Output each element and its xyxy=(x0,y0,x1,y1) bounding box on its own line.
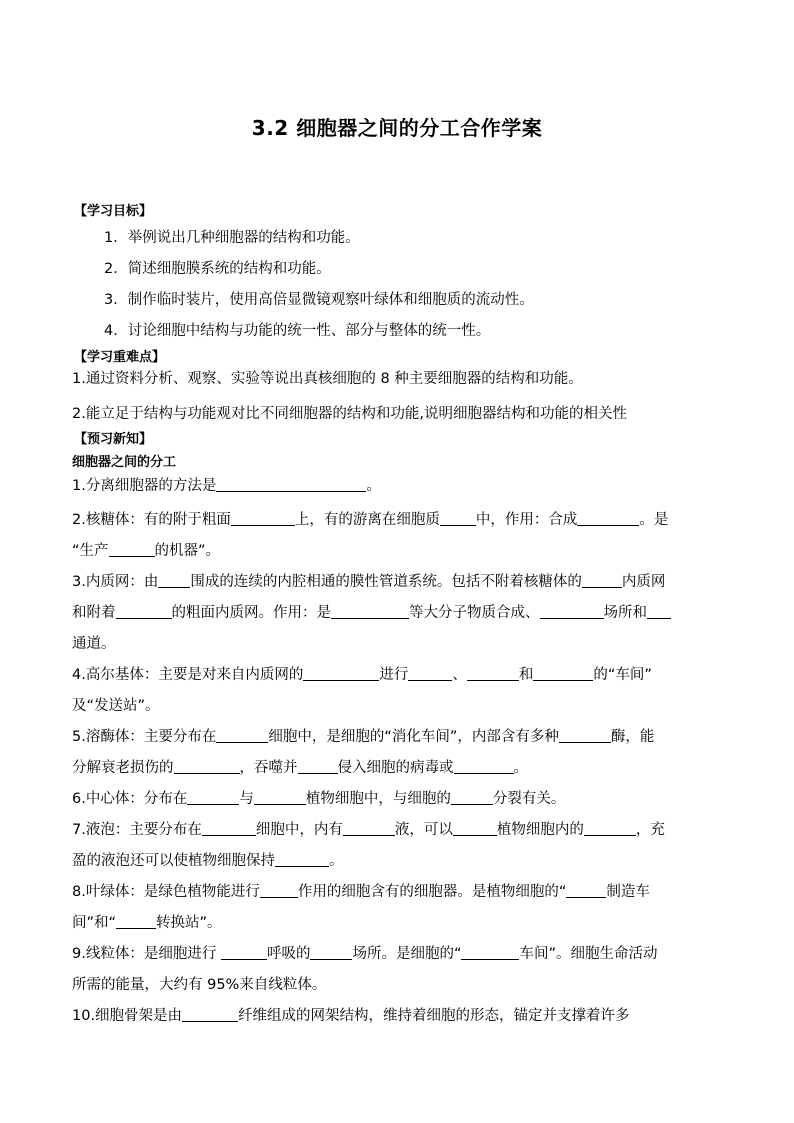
answer-blank[interactable] xyxy=(303,666,379,681)
answer-blank[interactable] xyxy=(584,821,636,836)
answer-blank[interactable] xyxy=(440,511,476,526)
answer-blank[interactable] xyxy=(453,821,497,836)
objective-item: 1．举例说出几种细胞器的结构和功能。 xyxy=(104,230,360,246)
objectives-heading: 【学习目标】 xyxy=(74,204,153,219)
answer-blank[interactable] xyxy=(331,604,409,619)
answer-blank[interactable] xyxy=(461,945,519,960)
answer-blank[interactable] xyxy=(231,511,295,526)
answer-blank[interactable] xyxy=(298,759,338,774)
answer-blank[interactable] xyxy=(109,542,155,557)
answer-blank[interactable] xyxy=(116,604,172,619)
answer-blank[interactable] xyxy=(216,728,268,743)
question-7-line-1: 7.液泡：主要分布在 细胞中，内有 液，可以 植物细胞内的 ，充 xyxy=(72,822,665,838)
answer-blank[interactable] xyxy=(582,573,622,588)
answer-blank[interactable] xyxy=(559,728,611,743)
question-10: 10.细胞骨架是由 纤维组成的网架结构，维持着细胞的形态，锚定并支撑着许多 xyxy=(72,1008,630,1024)
answer-blank[interactable] xyxy=(647,604,671,619)
answer-blank[interactable] xyxy=(577,511,639,526)
question-8-line-2: 间”和“ 转换站”。 xyxy=(72,915,222,931)
question-4-line-2: 及“发送站”。 xyxy=(72,698,160,714)
answer-blank[interactable] xyxy=(187,790,239,805)
question-3-line-2: 和附着 的粗面内质网。作用：是 等大分子物质合成、 场所和 xyxy=(72,601,671,622)
answer-blank[interactable] xyxy=(540,604,604,619)
answer-blank[interactable] xyxy=(343,821,395,836)
answer-blank[interactable] xyxy=(533,666,593,681)
question-6: 6.中心体：分布在 与 植物细胞中，与细胞的 分裂有关。 xyxy=(72,791,566,807)
answer-blank[interactable] xyxy=(408,666,452,681)
answer-blank[interactable] xyxy=(216,477,366,492)
objective-item: 2．简述细胞膜系统的结构和功能。 xyxy=(104,261,331,277)
question-8-line-1: 8.叶绿体：是绿色植物能进行 作用的细胞含有的细胞器。是植物细胞的“ 制造车 xyxy=(72,884,650,900)
question-3-line-1: 3.内质网：由 围成的连续的内腔相通的膜性管道系统。包括不附着核糖体的 内质网 xyxy=(72,574,666,590)
answer-blank[interactable] xyxy=(182,1007,238,1022)
question-1: 1.分离细胞器的方法是 。 xyxy=(72,478,381,494)
page-title: 3.2 细胞器之间的分工合作学案 xyxy=(251,116,543,140)
key-points-heading: 【学习重难点】 xyxy=(74,350,166,365)
question-9-line-1: 9.线粒体：是细胞进行 呼吸的 场所。是细胞的“ 车间”。细胞生命活动 xyxy=(72,946,658,962)
answer-blank[interactable] xyxy=(467,666,519,681)
question-5-line-2: 分解衰老损伤的 ，吞噬并 侵入细胞的病毒或 。 xyxy=(72,760,528,776)
question-4-line-1: 4.高尔基体：主要是对来自内质网的 进行 、 和 的“车间” xyxy=(72,667,652,683)
answer-blank[interactable] xyxy=(310,945,352,960)
question-3-line-3: 通道。 xyxy=(72,636,116,652)
answer-blank[interactable] xyxy=(454,759,514,774)
answer-blank[interactable] xyxy=(158,573,190,588)
question-7-line-2: 盈的液泡还可以使植物细胞保持 。 xyxy=(72,853,344,869)
answer-blank[interactable] xyxy=(451,790,493,805)
answer-blank[interactable] xyxy=(174,759,240,774)
question-2-line-1: 2.核糖体：有的附于粗面 上，有的游离在细胞质 中，作用：合成 。是 xyxy=(72,512,669,528)
key-point-item: 1.通过资料分析、观察、实验等说出真核细胞的 8 种主要细胞器的结构和功能。 xyxy=(72,371,583,387)
objective-item: 4．讨论细胞中结构与功能的统一性、部分与整体的统一性。 xyxy=(104,323,491,339)
answer-blank[interactable] xyxy=(254,790,306,805)
preview-heading: 【预习新知】 xyxy=(74,432,153,447)
question-5-line-1: 5.溶酶体：主要分布在 细胞中，是细胞的“消化车间”，内部含有多种 酶，能 xyxy=(72,729,655,745)
answer-blank[interactable] xyxy=(275,852,329,867)
answer-blank[interactable] xyxy=(260,883,298,898)
answer-blank[interactable] xyxy=(202,821,256,836)
preview-subheading: 细胞器之间的分工 xyxy=(72,455,177,470)
question-9-line-2: 所需的能量，大约有 95%来自线粒体。 xyxy=(72,977,327,993)
answer-blank[interactable] xyxy=(221,945,267,960)
answer-blank[interactable] xyxy=(116,914,156,929)
key-point-item: 2.能立足于结构与功能观对比不同细胞器的结构和功能,说明细胞器结构和功能的相关性 xyxy=(72,406,627,422)
objective-item: 3．制作临时装片，使用高倍显微镜观察叶绿体和细胞质的流动性。 xyxy=(104,292,534,308)
question-2-line-2: “生产 的机器”。 xyxy=(72,543,221,559)
answer-blank[interactable] xyxy=(566,883,606,898)
